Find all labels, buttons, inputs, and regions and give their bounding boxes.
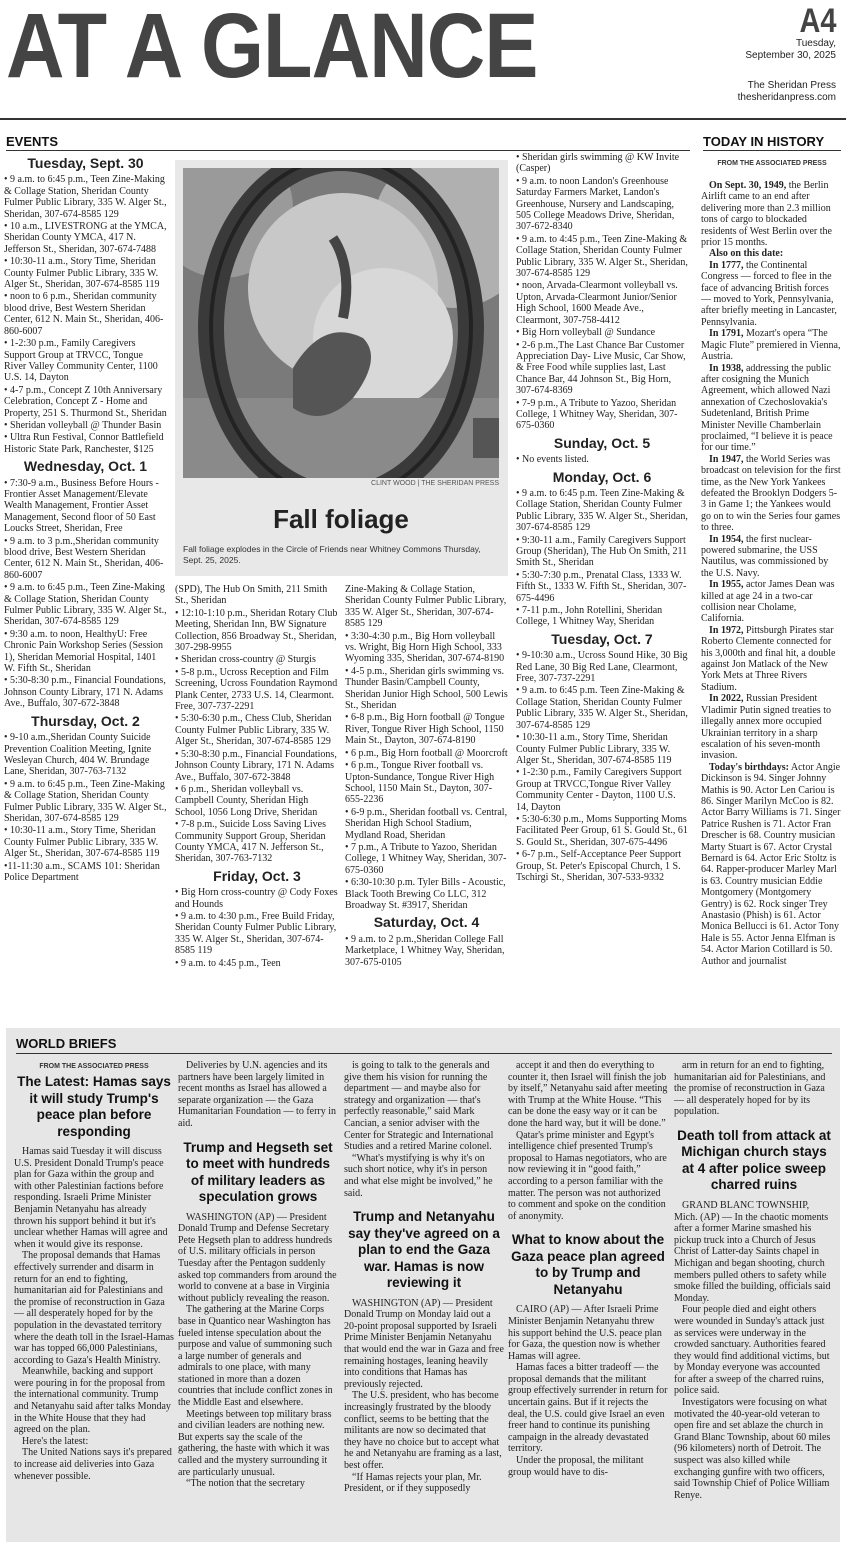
brief-paragraph: The gathering at the Marine Corps base in Quantico near Washington has fueled intense speculation about the purpose and value of summoning such a large number of generals and admirals to one place, with many stationed in more than a dozen countries that include conflict zones in the Middle East and elsewhere. bbox=[178, 1304, 333, 1409]
history-entries bbox=[701, 180, 841, 1022]
event-item: Zine-Making & Collage Station, Sheridan County Fulmer Public Library, 335 W. Alger St., Sheridan, 307-674-8585 129 bbox=[345, 584, 507, 630]
event-item: • 7-8 p.m., Suicide Loss Saving Lives Community Support Group, Sheridan County YMCA, 417 N. Jefferson St., Sheridan, 307-763-7132 bbox=[175, 819, 326, 865]
brief-paragraph: WASHINGTON (AP) — President Donald Trump on Monday laid out a 20-point proposal supported by Israeli Prime Minister Benjamin Netanyahu that would end the war in Gaza and free remaining hostages, leaning heavily into conditions that Hamas has previously rejected. bbox=[344, 1297, 504, 1390]
event-item: • 9-10:30 a.m., Ucross Sound Hike, 30 Big Red Lane, 30 Big Red Lane, Clearmont, Free, 307-737-2291 bbox=[516, 650, 688, 685]
brief-paragraph: Meetings between top military brass and civilian leaders are nothing new. But experts say the scale of the gathering, the haste with which it was called and the mystery surrounding it are particularly unusual. bbox=[178, 1408, 332, 1478]
event-item: • Ultra Run Festival, Connor Battlefield Historic State Park, Ranchester, $125 bbox=[4, 432, 164, 455]
history-entry-lead: In 1955, bbox=[709, 579, 744, 591]
event-item: • 4-7 p.m., Concept Z 10th Anniversary Celebration, Concept Z - Home and Property, 251 S. Thurmond St., Sheridan bbox=[4, 384, 167, 419]
event-item: • 6 p.m., Tongue River football vs. Upton-Sundance, Tongue River High School, 1150 Main St., Dayton, 307-655-2236 bbox=[345, 760, 495, 806]
event-item: • 5:30-8:30 p.m., Financial Foundations, Johnson County Library, 171 N. Adams Ave., Buffalo, 307-672-3848 bbox=[175, 748, 337, 783]
event-item: • 10:30-11 a.m., Story Time, Sheridan County Fulmer Public Library, 335 W. Alger St., Sheridan, 307-674-8585 119 bbox=[516, 732, 672, 766]
event-item: • 9 a.m. to 6:45 p.m., Teen Zine-Making & Collage Station, Sheridan County Fulmer Public Library, 335 W. Alger St., Sheridan, 307-674-8585 129 bbox=[4, 174, 167, 220]
event-item: • 10 a.m., LIVESTRONG at the YMCA, Sheridan County YMCA, 417 N. Jefferson St., Sheridan, 307-674-7488 bbox=[4, 221, 167, 255]
event-day-heading: Wednesday, Oct. 1 bbox=[23, 458, 148, 475]
briefs-column-1 bbox=[14, 1058, 174, 1482]
history-entry bbox=[701, 248, 841, 259]
event-item: • 5:30-6:30 p.m., Chess Club, Sheridan County Fulmer Public Library, 335 W. Alger St., Sheridan, 307-674-8585 129 bbox=[175, 713, 332, 748]
events-column-2 bbox=[175, 584, 339, 1022]
story-what-to-know-continued bbox=[674, 1060, 834, 1118]
briefs-rule bbox=[16, 1053, 832, 1054]
brief-paragraph: “The notion that the secretary bbox=[186, 1478, 305, 1490]
story-hamas-headline: The Latest: Hamas says it will study Trump's peace plan before responding bbox=[17, 1074, 171, 1139]
event-item: • 1-2:30 p.m., Family Caregivers Support Group at TRVCC, Tongue River Valley Community Center, 1100 U.S. 14, Dayton bbox=[4, 338, 158, 384]
event-day-heading: Saturday, Oct. 4 bbox=[373, 914, 480, 931]
photo-feature bbox=[175, 160, 508, 576]
history-entry-lead: In 1777, bbox=[709, 259, 744, 271]
brief-paragraph: Hamas said Tuesday it will discuss U.S. President Donald Trump's peace plan for Gaza within the group and with other Palestinian factions before responding. Israeli Prime Minister Benjamin Netanyahu has already thrown his support behind it but it's unclear whether Hamas will agree and when it would give its response. bbox=[14, 1146, 168, 1250]
history-entry-lead: Today's birthdays: bbox=[709, 761, 789, 773]
event-item: • 7:30-9 a.m., Business Before Hours - Frontier Asset Management/Elevate Wealth Management, Frontier Asset Management, Second floor of 50 East Loucks Street, Sheridan, Free bbox=[4, 477, 159, 535]
event-item: • 9 a.m. to 2 p.m.,Sheridan College Fall Marketplace, 1 Whitney Way, Sheridan, 307-675-0105 bbox=[345, 933, 505, 968]
photo-caption: Fall foliage explodes in the Circle of Friends near Whitney Commons Thursday, Sept. 25, 2025. bbox=[183, 544, 481, 565]
masthead-title: AT A GLANCE bbox=[6, 0, 538, 97]
history-entry bbox=[701, 625, 841, 693]
event-item: • 9 a.m. to noon Landon's Greenhouse Saturday Farmers Market, Landon's Greenhouse, Nursery and Landscaping, 505 College Meadows Drive, Sheridan, 307-672-8340 bbox=[516, 175, 675, 233]
history-entry-lead: In 2022, bbox=[709, 693, 744, 705]
history-entry bbox=[701, 260, 841, 328]
brief-paragraph: Qatar's prime minister and Egypt's intelligence chief presented Trump's proposal to Hamas negotiators, who are now reviewing it in “good faith,” according to a person familiar with the matter. The person was not authorized to comment and spoke on the condition of anonymity. bbox=[508, 1129, 667, 1222]
event-day-heading: Friday, Oct. 3 bbox=[213, 867, 301, 884]
event-day-heading: Monday, Oct. 6 bbox=[552, 468, 652, 485]
brief-paragraph: is going to talk to the generals and give them his vision for running the department — and maybe also for strategy and organization — that's perfectly reasonable,” said Mark Cancian, a senior adviser with the Center for Strategic and International Studies and a retired Marine colonel. bbox=[344, 1060, 494, 1153]
event-item: • 9 a.m. to 6:45 p.m. Teen Zine-Making & Collage Station, Sheridan County Fulmer Public Library, 335 W. Alger St., Sheridan, 307-674-8585 129 bbox=[516, 487, 688, 534]
event-item: • 3:30-4:30 p.m., Big Horn volleyball vs. Wright, Big Horn High School, 333 Wyoming 335, Sheridan, 307-674-8190 bbox=[345, 630, 505, 665]
story-gaza-plan-headline: Trump and Netanyahu say they've agreed on a plan to end the Gaza war. Hamas is now reviewing it bbox=[348, 1209, 500, 1291]
history-entry-lead: In 1791, bbox=[709, 328, 744, 340]
brief-paragraph: accept it and then do everything to counter it, then Israel will finish the job by itself,” Netanyahu said after meeting with Trump at the White House. “This can be done the easy way or it can be done the hard way, but it will be done.” bbox=[508, 1060, 668, 1129]
briefs-column-4 bbox=[508, 1058, 668, 1478]
brief-paragraph: Under the proposal, the militant group would have to dis- bbox=[508, 1455, 644, 1478]
event-item: • 7 p.m., A Tribute to Yazoo, Sheridan College, 1 Whitney Way, Sheridan, 307-675-0360 bbox=[345, 841, 507, 876]
story-what-to-know-headline: What to know about the Gaza peace plan agreed to by Trump and Netanyahu bbox=[511, 1232, 665, 1297]
event-item: • 10:30-11 a.m., Story Time, Sheridan County Fulmer Public Library, 335 W. Alger St., Sheridan, 307-674-8585 119 bbox=[4, 825, 160, 860]
event-item: • Sheridan cross-country @ Sturgis bbox=[175, 654, 316, 666]
events-column-3 bbox=[345, 584, 508, 1022]
event-item: • 12:10-1:10 p.m., Sheridan Rotary Club Meeting, Sheridan Inn, BW Signature Collection, 856 Broadway St., Sheridan, 307-298-9955 bbox=[175, 607, 338, 654]
event-item: • 9 a.m. to 4:45 p.m., Teen bbox=[175, 957, 281, 969]
history-entry-text: the Berlin Airlift came to an end after delivering more than 2.3 million tons of cargo to blockaded residents of West Berlin over the prior 15 months. bbox=[701, 180, 832, 249]
briefs-column-3 bbox=[344, 1058, 504, 1495]
brief-paragraph: The U.S. president, who has become increasingly frustrated by the bloody conflict, seems to be betting that the militants are now so decimated that they have no choice but to accept what he and Netanyahu are framing as a last, best offer. bbox=[344, 1390, 502, 1471]
story-gaza-plan-body bbox=[344, 1298, 504, 1495]
history-source: FROM THE ASSOCIATED PRESS bbox=[717, 160, 827, 167]
event-item: • No events listed. bbox=[516, 454, 589, 466]
story-hegseth-body bbox=[178, 1212, 338, 1490]
event-day-heading: Sunday, Oct. 5 bbox=[553, 434, 651, 451]
story-hegseth-headline: Trump and Hegseth set to meet with hundreds of military leaders as speculation grows bbox=[183, 1139, 333, 1205]
event-item: •11-11:30 a.m., SCAMS 101: Sheridan Police Department bbox=[4, 860, 160, 883]
event-item: (SPD), The Hub On Smith, 211 Smith St., Sheridan bbox=[175, 584, 328, 607]
story-what-to-know-body bbox=[508, 1304, 668, 1478]
event-item: • 9-10 a.m.,Sheridan County Suicide Prevention Coalition Meeting, Ignite Wesleyan Church, 404 W. Brundage Lane, Sheridan, 307-763-7132 bbox=[4, 732, 152, 778]
history-entry-lead: Also on this date: bbox=[709, 248, 784, 260]
event-item: • 2-6 p.m.,The Last Chance Bar Customer Appreciation Day- Live Music, Car Show, & Free Food while supplies last, Last Chance Bar, 44 Johnson St., Big Horn, 307-674-8369 bbox=[516, 339, 686, 397]
history-entry-text: Pittsburgh Pirates star Roberto Clemente connected for his 3,000th and final hit, a double against Jon Matlack of the New York Mets at Three Rivers Stadium. bbox=[701, 624, 836, 693]
history-entry-text: the Continental Congress — forced to flee in the face of advancing British forces — moved to York, Pennsylvania, after briefly meeting in Lancaster, Pennsylvania. bbox=[701, 259, 837, 328]
brief-paragraph: “What's mystifying is why it's on such short notice, why it's in person and what else might be involved,” he said. bbox=[344, 1152, 493, 1199]
event-item: • 6 p.m., Sheridan volleyball vs. Campbell County, Sheridan High School, 1056 Long Drive, Sheridan bbox=[175, 783, 318, 818]
photo-image bbox=[183, 168, 499, 478]
story-hamas-body bbox=[14, 1146, 174, 1482]
event-item: • 6:30-10:30 p.m. Tyler Bills - Acoustic, Black Tooth Brewing Co LLC, 312 Broadway St. #3917, Sheridan bbox=[345, 877, 506, 911]
event-item: • 6 p.m., Big Horn football @ Moorcroft bbox=[345, 747, 508, 759]
event-item: • 4-5 p.m., Sheridan girls swimming vs. Thunder Basin/Campbell County, Sheridan Junior High School, 500 Lewis St., Sheridan bbox=[345, 665, 508, 712]
history-entry-text: actor James Dean was killed at age 24 in a two-car collision near Cholame, California. bbox=[701, 579, 835, 625]
brief-paragraph: GRAND BLANC TOWNSHIP, Mich. (AP) — In the chaotic moments after a former Marine smashed his pickup truck into a Church of Jesus Christ of Latter-day Saints chapel in Michigan and began shooting, church members pulled others to safety while smoke filled the building, officials said Monday. bbox=[674, 1199, 831, 1304]
event-item: • Sheridan girls swimming @ KW Invite (Casper) bbox=[516, 152, 680, 175]
brief-paragraph: CAIRO (AP) — After Israeli Prime Minister Benjamin Netanyahu threw his support behind the U.S. peace plan for Gaza, the question now is whether Hamas will agree. bbox=[508, 1304, 662, 1362]
history-entry-lead: On Sept. 30, 1949, bbox=[709, 180, 787, 191]
fall-foliage-photo bbox=[183, 168, 499, 478]
event-item: • 9 a.m. to 6:45 p.m., Teen Zine-Making & Collage Station, Sheridan County Fulmer Public Library, 335 W. Alger St., Sheridan, 307-674-8585 129 bbox=[4, 582, 167, 628]
issue-day: Tuesday, bbox=[795, 38, 836, 49]
history-entry-text: Actor Angie Dickinson is 94. Singer Johnny Mathis is 90. Actor Len Cariou is 86. Singer Marilyn McCoo is 82. Actor Barry Williams is 71. Singer Patrice Rushen is 71. Actor Fran Drescher is 68. Country musician Marty Stuart is 67. Actor Crystal Bernard is 64. Actor Eric Stoltz is 64. Rapper-producer Marley Marl is 63. Country musician Eddie Montgomery (Montgomery Gentry) is 62. Rock singer Trey Anastasio (Phish) is 61. Actor Monica Bellucci is 61. Actor Tony Hale is 55. Actor Jenna Elfman is 54. Actor Marion Cotillard is 50. Author and journalist bbox=[701, 761, 841, 967]
history-entry bbox=[701, 579, 841, 625]
issue-full-date: September 30, 2025 bbox=[745, 50, 836, 61]
briefs-heading: WORLD BRIEFS bbox=[16, 1036, 117, 1051]
events-column-4 bbox=[516, 152, 688, 1022]
history-entry-lead: In 1947, bbox=[709, 453, 744, 465]
brief-paragraph: The proposal demands that Hamas effectively surrender and disarm in return for an end to fighting, humanitarian aid for Palestinians and the promise of reconstruction in Gaza — all desperately hoped for by the population in the devastated territory where the death toll in the Israel-Hamas war has topped 66,000 Palestinians, according to Gaza's Health Ministry. bbox=[14, 1250, 174, 1366]
history-entry bbox=[701, 693, 841, 761]
event-item: • 5:30-8:30 p.m., Financial Foundations, Johnson County Library, 171 N. Adams Ave., Buffalo, 307-672-3848 bbox=[4, 675, 166, 710]
event-day-heading: Thursday, Oct. 2 bbox=[31, 712, 140, 729]
brief-paragraph: WASHINGTON (AP) — President Donald Trump and Defense Secretary Pete Hegseth plan to address hundreds of U.S. military officials in person Tuesday after the Pentagon suddenly asked top commanders from around the world to convene at a base in Virginia without publicly revealing the reason. bbox=[178, 1211, 337, 1304]
event-item: • 10:30-11 a.m., Story Time, Sheridan County Fulmer Public Library, 335 W. Alger St., Sheridan, 307-674-8585 119 bbox=[4, 256, 160, 291]
history-heading: TODAY IN HISTORY bbox=[703, 134, 825, 149]
brief-paragraph: Deliveries by U.N. agencies and its partners have been largely limited in recent months as Israel has allowed a separate organization — the Gaza Humanitarian Foundation — to ferry in aid. bbox=[178, 1060, 337, 1129]
event-day-heading: Tuesday, Sept. 30 bbox=[27, 155, 144, 171]
event-item: • 7-9 p.m., A Tribute to Yazoo, Sheridan College, 1 Whitney Way, Sheridan, 307-675-0360 bbox=[516, 397, 678, 432]
masthead-rule bbox=[0, 118, 846, 120]
history-entry-text: Russian President Vladimir Putin signed treaties to illegally annex more occupied Ukrainian territory in a sharp escalation of his seven-month invasion. bbox=[701, 693, 831, 762]
event-item: • 1-2:30 p.m., Family Caregivers Support Group at TRVCC,Tongue River Valley Community Center - Dayton, 1100 U.S. 14, Dayton bbox=[516, 767, 682, 813]
history-entry bbox=[701, 328, 841, 362]
event-item: • 5:30-6:30 p.m., Moms Supporting Moms Facilitated Peer Group, 61 S. Gould St., 61 S. Gould St., Sheridan, 307-675-4496 bbox=[516, 813, 688, 848]
event-item: • 5-8 p.m., Ucross Reception and Film Screening, Ucross Foundation Raymond Plank Center, 2733 U.S. 14, Clearmont. Free, 307-737-2291 bbox=[175, 666, 338, 713]
history-entry bbox=[701, 454, 841, 534]
event-item: • noon to 6 p.m., Sheridan community blood drive, Best Western Sheridan Center, 612 N. Main St., Sheridan, 406-860-6007 bbox=[4, 291, 164, 337]
brief-paragraph: The United Nations says it's prepared to increase aid deliveries into Gaza whenever possible. bbox=[14, 1447, 172, 1482]
story-hamas-continued bbox=[178, 1060, 338, 1130]
events-column-1 bbox=[4, 152, 167, 1022]
history-entry-text: Mozart's opera “The Magic Flute” premiered in Vienna, Austria. bbox=[701, 328, 841, 363]
event-item: • 9 a.m. to 3 p.m.,Sheridan community blood drive, Best Western Sheridan Center, 612 N. Main St., Sheridan, 406-860-6007 bbox=[4, 535, 164, 581]
history-entry-lead: In 1954, bbox=[709, 533, 744, 545]
history-entry bbox=[701, 180, 841, 248]
history-entry-text: addressing the public after cosigning the Munich Agreement, which allowed Nazi annexation of Czechoslovakia's Sudetenland, British Prime Minister Neville Chamberlain proclaimed, “I believe it is peace for our time.” bbox=[701, 362, 833, 454]
history-entry-text: the World Series was broadcast on television for the first time, as the New York Yankees defeated the Brooklyn Dodgers 5-3 in Game 1; the Yankees would go on to win the Series four games to three. bbox=[701, 453, 841, 534]
brief-paragraph: Four people died and eight others were wounded in Sunday's attack just as services were underway in the crowded sanctuary. Authorities feared they would find additional victims, but by Monday everyone was accounted for after a sweep of the charred ruins, police said. bbox=[674, 1304, 830, 1397]
brief-paragraph: arm in return for an end to fighting, humanitarian aid for Palestinians, and the promise of reconstruction in Gaza — all desperately hoped for by its population. bbox=[674, 1060, 826, 1118]
history-entry-lead: In 1938, bbox=[709, 362, 744, 374]
event-item: • 9 a.m. to 6:45 p.m. Teen Zine-Making & Collage Station, Sheridan County Fulmer Public Library, 335 W. Alger St., Sheridan, 307-674-8585 129 bbox=[516, 685, 688, 731]
paper-url[interactable]: thesheridanpress.com bbox=[737, 92, 836, 103]
story-michigan-headline: Death toll from attack at Michigan church stays at 4 after police sweep charred ruins bbox=[677, 1127, 831, 1193]
event-item: • 5:30-7:30 p.m., Prenatal Class, 1333 W. Fifth St., 1333 W. Fifth St., Sheridan, 307-675-4496 bbox=[516, 569, 687, 604]
issue-date bbox=[745, 38, 836, 62]
story-hegseth-continued bbox=[344, 1060, 504, 1199]
brief-paragraph: Here's the latest: bbox=[22, 1435, 89, 1447]
event-item: • noon, Arvada-Clearmont volleyball vs. Upton, Arvada-Clearmont Junior/Senior High School, 1600 Meade Ave., Clearmont, 307-758-4412 bbox=[516, 280, 678, 326]
history-entry bbox=[701, 534, 841, 580]
event-item: • Big Horn volleyball @ Sundance bbox=[516, 327, 656, 339]
event-item: • 6-7 p.m., Self-Acceptance Peer Support Group, St. Peter's Episcopal Church, 1 S. Tschirgi St., Sheridan, 307-533-9332 bbox=[516, 849, 682, 883]
briefs-column-2 bbox=[178, 1058, 338, 1490]
event-item: • 9:30-11 a.m., Family Caregivers Support Group (Sheridan), The Hub On Smith, 211 Smith St., Sheridan bbox=[516, 534, 688, 569]
world-briefs bbox=[6, 1028, 840, 1542]
event-item: • Sheridan volleyball @ Thunder Basin bbox=[4, 419, 162, 431]
photo-credit: CLINT WOOD | THE SHERIDAN PRESS bbox=[371, 480, 499, 487]
briefs-column-5 bbox=[674, 1058, 834, 1501]
event-item: • 6-8 p.m., Big Horn football @ Tongue River, Tongue River High School, 1150 Main St., Dayton, 307-674-8190 bbox=[345, 712, 505, 747]
brief-paragraph: Meanwhile, backing and support were pouring in for the proposal from the international community. Trump and Netanyahu said after talks Monday in the White House that they had agreed on the plan. bbox=[14, 1366, 171, 1436]
story-michigan-body bbox=[674, 1200, 834, 1501]
event-item: • 9 a.m. to 4:45 p.m., Teen Zine-Making & Collage Station, Sheridan County Fulmer Public Library, 335 W. Alger St., Sheridan, 307-674-8585 129 bbox=[516, 233, 688, 280]
event-item: • Big Horn cross-country @ Cody Foxes and Hounds bbox=[175, 887, 338, 910]
history-entry-text: the first nuclear-powered submarine, the USS Nautilus, was commissioned by the U.S. Navy. bbox=[701, 533, 829, 579]
paper-name: The Sheridan Press bbox=[747, 80, 836, 91]
paper-info bbox=[738, 80, 836, 104]
brief-paragraph: “If Hamas rejects your plan, Mr. President, or if they supposedly bbox=[344, 1471, 482, 1495]
photo-title: Fall foliage bbox=[273, 504, 409, 534]
events-heading: EVENTS bbox=[6, 134, 59, 149]
event-item: • 7-11 p.m., John Rotellini, Sheridan College, 1 Whitney Way, Sheridan bbox=[516, 605, 663, 628]
history-entry bbox=[701, 762, 841, 967]
brief-paragraph: Hamas faces a bitter tradeoff — the proposal demands that the militant group effectively surrender in return for uncertain gains. But if it rejects the deal, the U.S. could give Israel an even freer hand to continue its punishing campaign in the already devastated territory. bbox=[508, 1362, 668, 1455]
history-entry-lead: In 1972, bbox=[709, 624, 744, 636]
event-item: • 9 a.m. to 4:30 p.m., Free Build Friday, Sheridan County Fulmer Public Library, 335 W. Alger St., Sheridan, 307-674-8585 119 bbox=[175, 910, 337, 957]
page-number: A4 bbox=[799, 2, 836, 40]
event-item: • 9 a.m. to 6:45 p.m., Teen Zine-Making & Collage Station, Sheridan County Fulmer Public Library, 335 W. Alger St., Sheridan, 307-674-8585 129 bbox=[4, 778, 167, 824]
history-rule bbox=[703, 150, 841, 151]
event-item: • 6-9 p.m., Sheridan football vs. Central, Sheridan High School Stadium, Mydland Road, Sheridan bbox=[345, 806, 508, 841]
briefs-source: FROM THE ASSOCIATED PRESS bbox=[39, 1063, 149, 1070]
brief-paragraph: Investigators were focusing on what motivated the 40-year-old veteran to open fire and set ablaze the church in Grand Blanc Township, about 60 miles (96 kilometers) north of Detroit. The suspect was also killed while exchanging gunfire with two officers, said Township Chief of Police William Renye. bbox=[674, 1397, 831, 1501]
events-rule bbox=[6, 150, 690, 151]
story-gaza-plan-continued bbox=[508, 1060, 668, 1222]
history-entry bbox=[701, 363, 841, 454]
event-item: • 9:30 a.m. to noon, HealthyU: Free Chronic Pain Workshop Series (Session 1), Sheridan Memorial Hospital, 1401 W. Fifth St., Sheridan bbox=[4, 628, 164, 675]
event-day-heading: Tuesday, Oct. 7 bbox=[551, 630, 653, 647]
